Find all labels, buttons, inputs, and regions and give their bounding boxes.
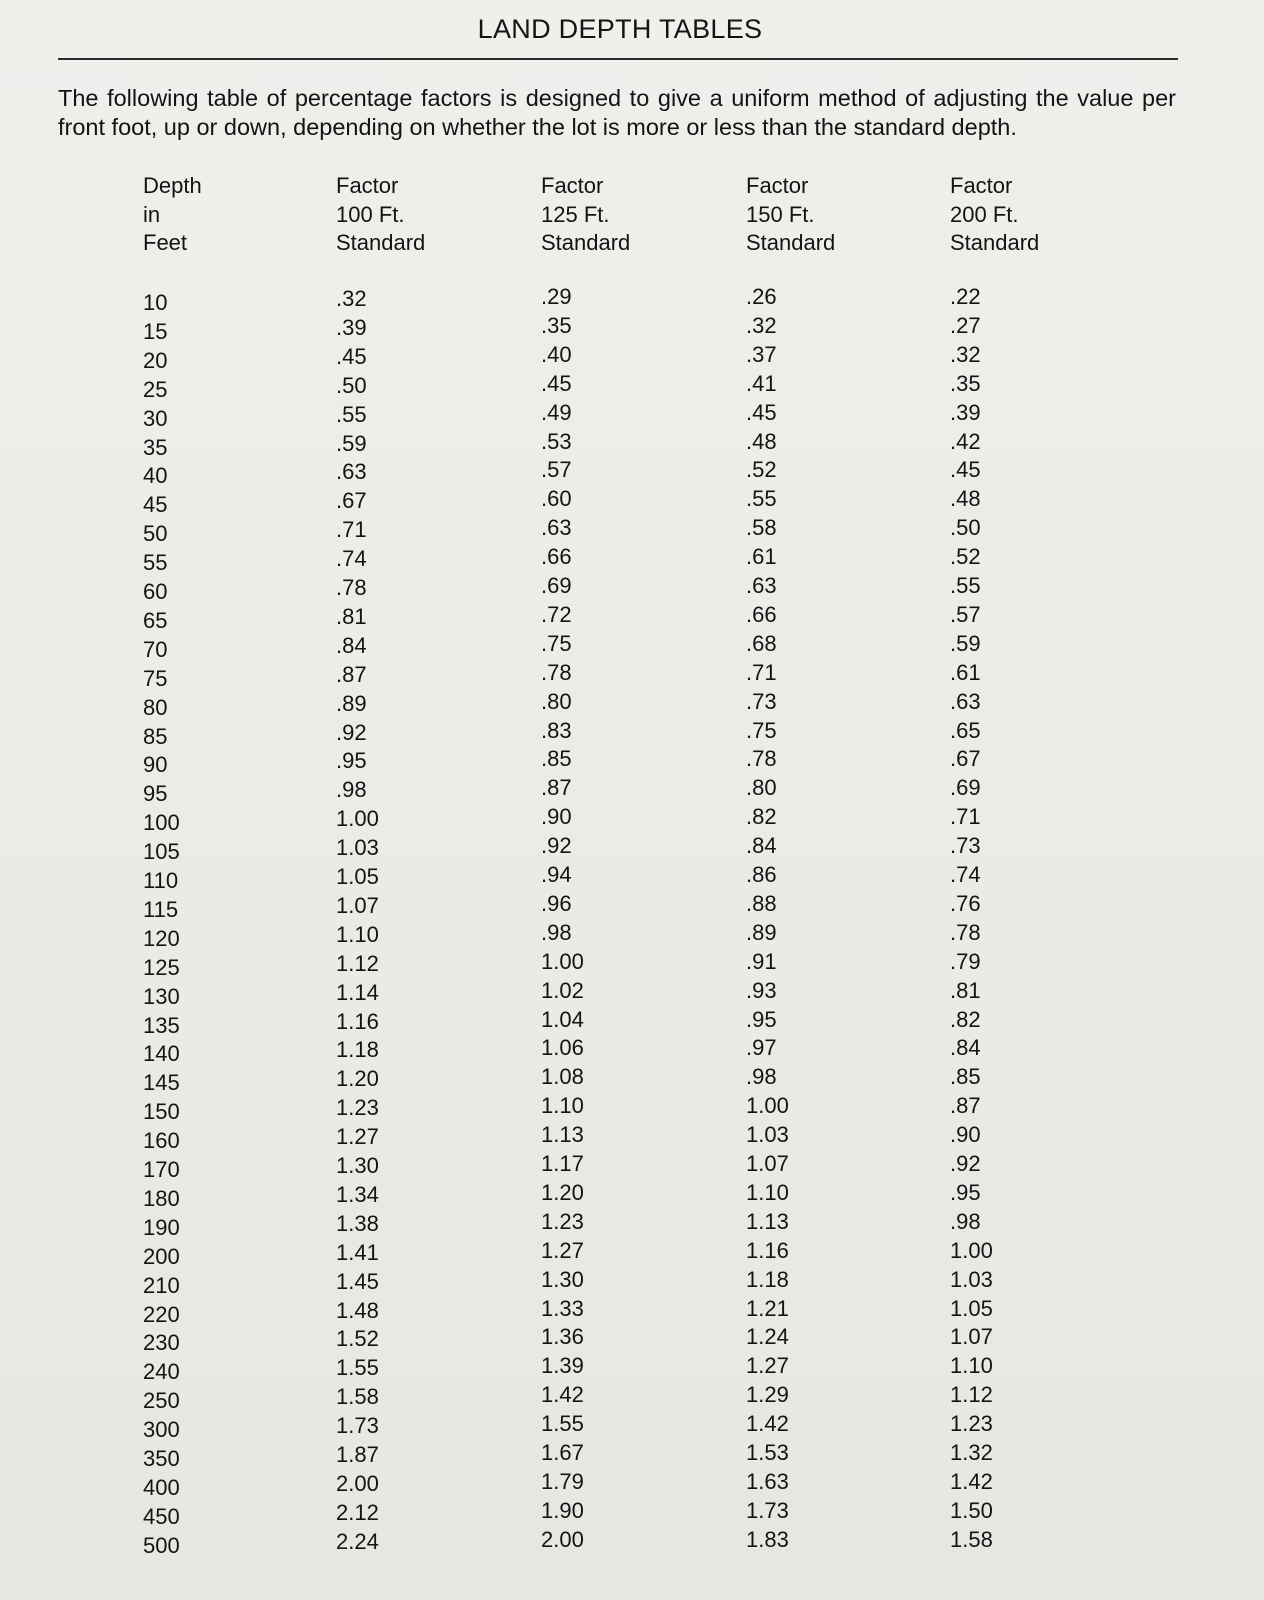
header-factor-150 xyxy=(746,172,835,258)
header-line: Standard xyxy=(746,230,836,255)
factor-cell: 2.00 xyxy=(541,1526,584,1552)
factor-cell: 1.33 xyxy=(541,1295,584,1321)
factor-cell: .78 xyxy=(746,746,777,772)
factor-cell: .84 xyxy=(746,833,777,859)
factor-cell: .92 xyxy=(336,719,367,745)
factor-cell: 1.17 xyxy=(541,1151,584,1176)
factor-cell: .75 xyxy=(746,717,777,743)
factor-cell: .45 xyxy=(950,457,981,483)
factor-cell: 1.10 xyxy=(746,1179,789,1205)
factor-cell: 1.55 xyxy=(336,1355,379,1381)
factor-cell: .59 xyxy=(950,630,981,656)
factor-cell: .97 xyxy=(746,1035,777,1061)
factor-cell: .45 xyxy=(746,399,777,425)
factor-cell: .58 xyxy=(746,515,777,541)
factor-cell: .90 xyxy=(950,1122,981,1148)
factor-cell: 1.16 xyxy=(336,1008,379,1034)
factor-cell: 1.83 xyxy=(746,1526,789,1552)
depth-cell: 75 xyxy=(143,665,168,691)
factor-cell: .37 xyxy=(746,341,777,367)
factor-cell: .66 xyxy=(746,601,777,627)
factor-cell: 1.00 xyxy=(336,806,379,832)
header-line: 200 Ft. xyxy=(950,201,1019,227)
factor-cell: .74 xyxy=(950,862,981,887)
factor-cell: .67 xyxy=(950,746,981,772)
factor-cell: .39 xyxy=(950,399,981,425)
title-divider xyxy=(58,58,1178,60)
factor-cell: 1.10 xyxy=(541,1093,584,1119)
header-line: Factor xyxy=(950,173,1013,198)
depth-cell: 500 xyxy=(143,1532,180,1558)
factor-cell: 1.05 xyxy=(950,1295,993,1321)
depth-cell: 90 xyxy=(143,752,168,778)
factor-cell: .50 xyxy=(950,515,981,541)
intro-paragraph: The following table of percentage factors is designed to give a uniform method of adjusting the value per front foot, up or down, depending on whether the lot is more or less than the standard depth. xyxy=(58,85,1176,140)
factor-cell: .78 xyxy=(541,659,572,685)
header-line: 100 Ft. xyxy=(336,201,405,227)
header-line: Factor xyxy=(336,173,399,198)
factor-cell: 1.52 xyxy=(336,1326,379,1352)
factor-cell: 1.08 xyxy=(541,1064,584,1090)
depth-cell: 130 xyxy=(143,983,180,1009)
factor-cell: 1.04 xyxy=(541,1006,584,1032)
header-factor-100 xyxy=(336,172,425,258)
factor-cell: .84 xyxy=(336,632,367,658)
factor-cell: 1.12 xyxy=(336,950,379,976)
depth-cell: 125 xyxy=(143,954,180,980)
factor-cell: .76 xyxy=(950,890,981,916)
factor-cell: .94 xyxy=(541,862,572,887)
depth-cell: 110 xyxy=(143,868,179,893)
depth-cell: 210 xyxy=(143,1272,180,1298)
factor-cell: 1.10 xyxy=(950,1353,993,1379)
factor-cell: .32 xyxy=(746,312,777,338)
factor-cell: .81 xyxy=(336,603,367,629)
factor-cell: .85 xyxy=(950,1064,981,1090)
factor-cell: .80 xyxy=(746,775,777,801)
header-line: Factor xyxy=(746,173,809,198)
header-line: Depth xyxy=(143,173,202,198)
factor-cell: .98 xyxy=(541,919,572,945)
factor-cell: .57 xyxy=(541,457,572,483)
factor-cell: 1.21 xyxy=(746,1295,789,1321)
header-line: Standard xyxy=(541,230,631,255)
depth-cell: 25 xyxy=(143,376,168,402)
factor-cell: 1.29 xyxy=(746,1382,789,1408)
factor-cell: 1.14 xyxy=(336,979,379,1005)
factor-cell: .85 xyxy=(541,746,572,772)
factor-cell: 1.34 xyxy=(336,1181,379,1207)
header-line: Standard xyxy=(950,230,1040,255)
depth-cell: 190 xyxy=(143,1214,180,1240)
factor-cell: .57 xyxy=(950,601,981,627)
factor-cell: 1.20 xyxy=(541,1179,584,1205)
factor-cell: 1.16 xyxy=(746,1237,789,1263)
factor-cell: .72 xyxy=(541,601,572,627)
depth-cell: 10 xyxy=(143,290,168,315)
factor-cell: .87 xyxy=(950,1093,981,1119)
factor-cell: 2.24 xyxy=(336,1528,379,1554)
factor-cell: .93 xyxy=(746,977,777,1003)
factor-cell: .66 xyxy=(541,544,572,570)
depth-cell: 95 xyxy=(143,781,168,807)
header-factor-125 xyxy=(541,172,630,258)
factor-cell: 1.03 xyxy=(950,1266,993,1292)
factor-cell: .82 xyxy=(950,1006,981,1032)
factor-cell: .71 xyxy=(950,804,981,830)
factor-cell: 1.58 xyxy=(950,1526,993,1552)
factor-cell: .55 xyxy=(746,486,777,512)
header-line: Standard xyxy=(336,230,426,255)
factor-cell: .74 xyxy=(336,546,367,572)
factor-cell: .91 xyxy=(746,948,777,974)
factor-cell: 1.20 xyxy=(336,1066,379,1092)
factor-cell: .68 xyxy=(746,630,777,656)
factor-cell: 1.23 xyxy=(950,1411,993,1437)
factor-cell: .63 xyxy=(746,573,777,598)
factor-cell: .60 xyxy=(541,486,572,512)
factor-cell: .86 xyxy=(746,862,777,887)
depth-cell: 45 xyxy=(143,492,168,518)
factor-cell: 1.03 xyxy=(336,835,379,861)
factor-cell: .48 xyxy=(746,428,777,454)
factor-cell: .61 xyxy=(746,544,777,570)
factor-cell: 1.36 xyxy=(541,1324,584,1350)
header-line: Feet xyxy=(143,230,188,255)
factor-cell: .52 xyxy=(950,544,981,570)
factor-cell: .98 xyxy=(336,777,367,803)
factor-cell: .73 xyxy=(950,833,981,859)
factor-cell: .45 xyxy=(541,370,572,396)
factor-cell: .52 xyxy=(746,457,777,483)
depth-cell: 450 xyxy=(143,1503,180,1529)
factor-cell: 1.45 xyxy=(336,1268,379,1294)
factor-cell: .95 xyxy=(950,1179,981,1205)
factor-cell: 1.48 xyxy=(336,1297,379,1323)
factor-cell: .45 xyxy=(336,343,367,369)
depth-cell: 20 xyxy=(143,347,168,373)
factor-cell: 1.18 xyxy=(336,1037,379,1063)
factor-cell: .71 xyxy=(746,659,777,685)
factor-cell: 1.07 xyxy=(950,1324,993,1350)
depth-cell: 30 xyxy=(143,405,168,431)
factor-cell: .96 xyxy=(541,890,572,916)
factor-cell: 1.42 xyxy=(746,1411,789,1437)
factor-cell: 1.38 xyxy=(336,1210,379,1236)
factor-cell: .78 xyxy=(950,919,981,945)
factor-cell: .71 xyxy=(336,517,367,543)
header-line: 125 Ft. xyxy=(541,201,610,227)
factor-cell: .90 xyxy=(541,804,572,830)
factor-cell: .92 xyxy=(541,833,572,859)
factor-cell: .83 xyxy=(541,717,572,743)
depth-cell: 240 xyxy=(143,1359,180,1385)
factor-cell: 1.87 xyxy=(336,1442,379,1467)
factor-cell: .75 xyxy=(541,630,572,656)
factor-cell: 1.90 xyxy=(541,1497,584,1523)
depth-cell: 115 xyxy=(143,896,179,922)
factor-cell: 1.07 xyxy=(336,892,379,918)
factor-cell: 1.39 xyxy=(541,1353,584,1379)
depth-cell: 140 xyxy=(143,1041,180,1067)
factor-cell: 1.13 xyxy=(541,1122,584,1148)
factor-cell: 1.12 xyxy=(950,1382,993,1408)
factor-cell: .87 xyxy=(336,661,367,687)
factor-cell: 1.05 xyxy=(336,864,379,889)
factor-cell: .98 xyxy=(746,1064,777,1090)
factor-cell: 1.41 xyxy=(336,1239,379,1265)
factor-cell: .95 xyxy=(336,748,367,774)
header-line: 150 Ft. xyxy=(746,201,815,227)
factor-cell: .79 xyxy=(950,948,981,974)
depth-cell: 65 xyxy=(143,607,168,633)
factor-cell: .53 xyxy=(541,428,572,454)
factor-cell: 2.12 xyxy=(336,1499,379,1525)
page-title: LAND DEPTH TABLES xyxy=(477,14,763,44)
factor-cell: .49 xyxy=(541,399,572,425)
factor-cell: 1.27 xyxy=(541,1237,584,1263)
factor-cell: .88 xyxy=(746,890,777,916)
factor-cell: 1.07 xyxy=(746,1151,789,1176)
depth-cell: 35 xyxy=(143,434,168,460)
factor-cell: .27 xyxy=(950,312,981,338)
depth-cell: 15 xyxy=(143,318,168,344)
factor-cell: .69 xyxy=(950,775,981,801)
depth-cell: 400 xyxy=(143,1474,180,1500)
factor-cell: .50 xyxy=(336,372,367,398)
factor-cell: 1.00 xyxy=(746,1093,789,1119)
depth-cell: 160 xyxy=(143,1128,180,1154)
factor-cell: .67 xyxy=(336,488,367,514)
factor-cell: 1.23 xyxy=(336,1095,379,1121)
factor-cell: 1.50 xyxy=(950,1497,993,1523)
factor-cell: 1.32 xyxy=(950,1440,993,1465)
header-line: Factor xyxy=(541,173,604,198)
factor-cell: .89 xyxy=(746,919,777,945)
depth-cell: 70 xyxy=(143,636,168,662)
factor-cell: 1.58 xyxy=(336,1384,379,1410)
depth-cell: 120 xyxy=(143,925,180,951)
depth-cell: 135 xyxy=(143,1012,180,1038)
factor-cell: 1.03 xyxy=(746,1122,789,1148)
factor-cell: .98 xyxy=(950,1208,981,1234)
factor-cell: .92 xyxy=(950,1151,981,1176)
depth-cell: 85 xyxy=(143,723,168,749)
depth-cell: 100 xyxy=(143,810,180,836)
depth-cell: 220 xyxy=(143,1301,180,1327)
depth-cell: 200 xyxy=(143,1243,180,1269)
factor-cell: .84 xyxy=(950,1035,981,1061)
header-line: in xyxy=(143,201,161,227)
factor-cell: .35 xyxy=(541,312,572,338)
factor-cell: .48 xyxy=(950,486,981,512)
depth-cell: 145 xyxy=(143,1070,180,1096)
factor-cell: .32 xyxy=(950,341,981,367)
factor-cell: .78 xyxy=(336,575,367,600)
factor-cell: .65 xyxy=(950,717,981,743)
factor-cell: 1.42 xyxy=(950,1468,993,1494)
factor-cell: 1.27 xyxy=(336,1124,379,1150)
factor-cell: .55 xyxy=(950,573,981,598)
factor-cell: .73 xyxy=(746,688,777,714)
depth-cell: 230 xyxy=(143,1330,180,1356)
factor-cell: 1.13 xyxy=(746,1208,789,1234)
factor-cell: .81 xyxy=(950,977,981,1003)
depth-cell: 350 xyxy=(143,1446,180,1471)
factor-cell: 1.23 xyxy=(541,1208,584,1234)
factor-cell: .40 xyxy=(541,341,572,367)
factor-cell: 1.30 xyxy=(336,1153,379,1178)
factor-cell: 1.73 xyxy=(746,1497,789,1523)
factor-cell: 1.55 xyxy=(541,1411,584,1437)
factor-cell: .87 xyxy=(541,775,572,801)
factor-cell: .22 xyxy=(950,284,981,309)
factor-cell: .82 xyxy=(746,804,777,830)
header-factor-200 xyxy=(950,172,1039,258)
factor-cell: .63 xyxy=(336,459,367,485)
depth-cell: 80 xyxy=(143,694,168,720)
factor-cell: 1.53 xyxy=(746,1440,789,1465)
factor-cell: .80 xyxy=(541,688,572,714)
factor-cell: 1.00 xyxy=(950,1237,993,1263)
factor-cell: .29 xyxy=(541,284,572,309)
factor-cell: .42 xyxy=(950,428,981,454)
factor-cell: .59 xyxy=(336,430,367,456)
factor-cell: .63 xyxy=(950,688,981,714)
depth-cell: 180 xyxy=(143,1185,180,1211)
depth-cell: 60 xyxy=(143,579,168,604)
factor-cell: 1.00 xyxy=(541,948,584,974)
factor-cell: 1.02 xyxy=(541,977,584,1003)
depth-cell: 55 xyxy=(143,550,168,576)
factor-cell: 1.73 xyxy=(336,1413,379,1439)
factor-cell: .39 xyxy=(336,314,367,340)
factor-cell: .35 xyxy=(950,370,981,396)
factor-cell: .41 xyxy=(746,370,777,396)
factor-cell: 1.67 xyxy=(541,1440,584,1465)
depth-cell: 40 xyxy=(143,463,168,489)
factor-cell: 1.30 xyxy=(541,1266,584,1292)
factor-cell: 1.79 xyxy=(541,1468,584,1494)
factor-cell: 1.27 xyxy=(746,1353,789,1379)
factor-cell: 1.18 xyxy=(746,1266,789,1292)
factor-cell: 1.10 xyxy=(336,921,379,947)
factor-cell: 1.42 xyxy=(541,1382,584,1408)
factor-cell: .32 xyxy=(336,286,367,311)
factor-cell: .89 xyxy=(336,690,367,716)
depth-cell: 105 xyxy=(143,839,180,865)
header-depth xyxy=(143,172,202,258)
factor-cell: .95 xyxy=(746,1006,777,1032)
factor-cell: 1.06 xyxy=(541,1035,584,1061)
factor-cell: .63 xyxy=(541,515,572,541)
depth-cell: 150 xyxy=(143,1099,180,1125)
depth-cell: 170 xyxy=(143,1157,180,1182)
depth-cell: 50 xyxy=(143,521,168,547)
depth-cell: 300 xyxy=(143,1417,180,1443)
factor-cell: .26 xyxy=(746,284,777,309)
factor-cell: 1.63 xyxy=(746,1468,789,1494)
factor-cell: 2.00 xyxy=(336,1470,379,1496)
factor-cell: .69 xyxy=(541,573,572,598)
factor-cell: .55 xyxy=(336,401,367,427)
factor-cell: 1.24 xyxy=(746,1324,789,1350)
factor-cell: .61 xyxy=(950,659,981,685)
depth-cell: 250 xyxy=(143,1388,180,1414)
